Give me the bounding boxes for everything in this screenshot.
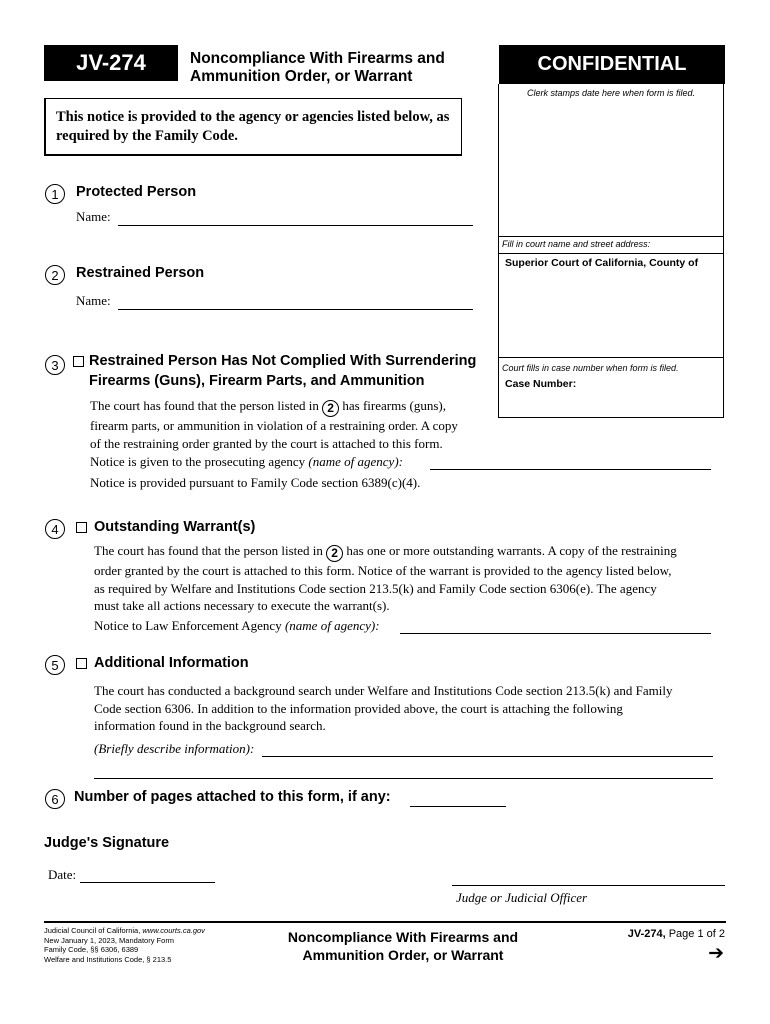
item-number-3: 3 xyxy=(45,355,65,375)
prosecuting-agency-input[interactable] xyxy=(430,469,711,470)
date-label: Date: xyxy=(48,867,77,882)
judicial-officer-label: Judge or Judicial Officer xyxy=(456,890,588,905)
warrant-body-line3: as required by Welfare and Institutions Code section 213.5(k) and Family Code section 6306(e). The agency xyxy=(94,580,657,596)
noncompliance-body-line2: firearm parts, or ammunition in violation of a restraining order. A copy xyxy=(90,418,458,434)
footer-title xyxy=(270,928,536,964)
pages-attached-input[interactable] xyxy=(410,806,506,807)
item-number-4: 4 xyxy=(45,519,65,539)
warrant-body-b: has one or more outstanding warrants. A copy of the restraining xyxy=(346,543,677,558)
footer-line4: Welfare and Institutions Code, § 213.5 xyxy=(44,954,172,964)
item-number-6: 6 xyxy=(45,789,65,809)
law-label-text: Notice to Law Enforcement Agency xyxy=(94,618,282,633)
additional-info-line2: Code section 6306. In addition to the information provided above, the court is attaching the following xyxy=(94,700,623,716)
restrained-person-heading: Restrained Person xyxy=(76,265,205,281)
warrant-body xyxy=(94,542,734,615)
law-enforcement-label xyxy=(94,617,380,635)
form-code: JV-274 xyxy=(44,45,178,81)
prosecuting-label-hint: (name of agency): xyxy=(308,454,403,469)
prosecuting-agency-label xyxy=(90,453,403,471)
restrained-name-label: Name: xyxy=(76,293,111,308)
item-ref-2: 2 xyxy=(322,400,339,417)
describe-info-input-1[interactable] xyxy=(262,756,713,757)
additional-info-line3: information found in the background search. xyxy=(94,718,326,733)
judge-signature-line[interactable] xyxy=(452,885,725,886)
court-name[interactable]: Superior Court of California, County of xyxy=(505,257,699,269)
additional-info-checkbox[interactable] xyxy=(76,658,87,669)
noncompliance-checkbox[interactable] xyxy=(73,356,84,367)
law-enforcement-input[interactable] xyxy=(400,633,711,634)
footer-page-number: Page 1 of 2 xyxy=(668,928,725,940)
case-number-field[interactable]: Case Number: xyxy=(505,378,577,390)
protected-person-heading: Protected Person xyxy=(76,184,197,200)
footer-title-line2: Ammunition Order, or Warrant xyxy=(302,947,504,963)
additional-info-body xyxy=(94,682,734,735)
form-title xyxy=(190,50,490,86)
noncompliance-heading-line1: Restrained Person Has Not Complied With Surrendering xyxy=(89,353,477,369)
protected-name-label: Name: xyxy=(76,209,111,224)
divider xyxy=(499,236,723,237)
additional-info-line1: The court has conducted a background search under Welfare and Institutions Code section 213.5(k) and Family xyxy=(94,683,673,698)
divider xyxy=(499,357,723,358)
footer-line2: New January 1, 2023, Mandatory Form xyxy=(44,935,175,945)
noncompliance-body xyxy=(90,397,490,452)
warrant-body-a: The court has found that the person listed in xyxy=(94,543,323,558)
notice-box: This notice is provided to the agency or agencies listed below, as required by the Family Code. xyxy=(44,98,462,156)
date-input[interactable] xyxy=(80,882,215,883)
noncompliance-body-b: has firearms (guns), xyxy=(342,398,446,413)
footer-citation xyxy=(44,926,274,964)
prosecuting-label-text: Notice is given to the prosecuting agency xyxy=(90,454,306,469)
footer-form-ref: JV-274, xyxy=(627,928,666,940)
footer-line3: Family Code, §§ 6306, 6389 xyxy=(44,945,139,954)
divider xyxy=(499,253,723,254)
describe-info-label: (Briefly describe information): xyxy=(94,741,255,756)
footer-rule xyxy=(44,921,726,923)
next-page-arrow-icon[interactable]: ➔ xyxy=(708,943,724,964)
item-ref-2: 2 xyxy=(326,545,343,562)
additional-info-heading: Additional Information xyxy=(94,655,249,671)
court-fill-label: Fill in court name and street address: xyxy=(502,239,651,249)
case-fill-label: Court fills in case number when form is filed. xyxy=(502,363,679,373)
clerk-stamp-label: Clerk stamps date here when form is filed. xyxy=(526,88,696,98)
judge-signature-heading: Judge's Signature xyxy=(44,835,170,851)
footer-page-info xyxy=(628,928,725,940)
warrant-body-line2: order granted by the court is attached to this form. Notice of the warrant is provided to the agency listed below, xyxy=(94,563,672,579)
form-title-line2: Ammunition Order, or Warrant xyxy=(190,68,413,85)
footer-url[interactable]: www.courts.ca.gov xyxy=(142,926,205,935)
warrant-checkbox[interactable] xyxy=(76,522,87,533)
item-number-1: 1 xyxy=(45,184,65,204)
noncompliance-body-a: The court has found that the person listed in xyxy=(90,398,319,413)
protected-name-input[interactable] xyxy=(118,225,473,226)
noncompliance-body-line3: of the restraining order granted by the court is attached to this form. xyxy=(90,435,443,451)
warrant-heading: Outstanding Warrant(s) xyxy=(94,519,256,535)
footer-title-line1: Noncompliance With Firearms and xyxy=(287,929,519,945)
item-number-5: 5 xyxy=(45,655,65,675)
noncompliance-heading-line2: Firearms (Guns), Firearm Parts, and Ammunition xyxy=(89,373,425,389)
confidential-banner: CONFIDENTIAL xyxy=(499,45,725,84)
footer-council: Judicial Council of California, xyxy=(44,926,141,935)
restrained-name-input[interactable] xyxy=(118,309,473,310)
item-number-2: 2 xyxy=(45,265,65,285)
form-title-line1: Noncompliance With Firearms and xyxy=(190,50,445,67)
describe-info-input-2[interactable] xyxy=(94,778,713,779)
warrant-body-line4: must take all actions necessary to execute the warrant(s). xyxy=(94,598,390,614)
provided-pursuant-text: Notice is provided pursuant to Family Code section 6389(c)(4). xyxy=(90,475,421,490)
pages-attached-heading: Number of pages attached to this form, if any: xyxy=(74,789,391,805)
law-label-hint: (name of agency): xyxy=(284,618,380,633)
clerk-court-box xyxy=(498,84,724,418)
